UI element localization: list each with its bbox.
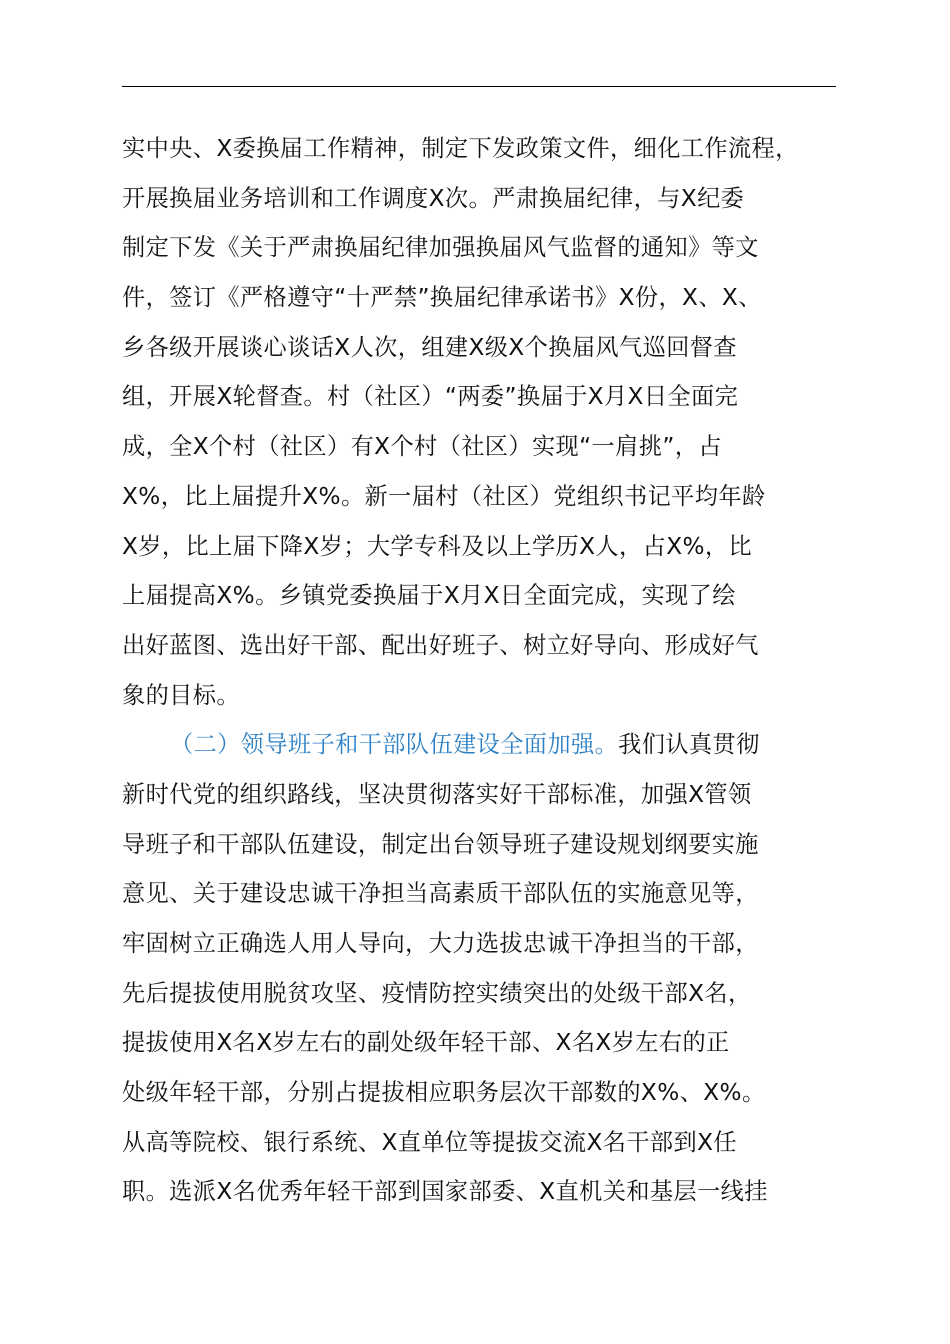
paragraph-line: 成，全X个村（社区）有X个村（社区）实现“一肩挑”，占 [122, 433, 722, 461]
paragraph-line: X岁，比上届下降X岁；大学专科及以上学历X人，占X%，比 [122, 532, 753, 560]
paragraph-line: 制定下发《关于严肃换届纪律加强换届风气监督的通知》等文 [122, 234, 759, 262]
paragraph-line: X%，比上届提升X%。新一届村（社区）党组织书记平均年龄 [122, 482, 766, 510]
section-heading-line [122, 720, 882, 770]
paragraph-line: 处级年轻干部，分别占提拔相应职务层次干部数的X%、X%。 [122, 1079, 766, 1107]
paragraph-line: 提拔使用X名X岁左右的副处级年轻干部、X名X岁左右的正 [122, 1029, 730, 1057]
paragraph-line: 从高等院校、银行系统、X直单位等提拔交流X名干部到X任 [122, 1128, 737, 1156]
paragraph-line: 开展换届业务培训和工作调度X次。严肃换届纪律，与X纪委 [122, 184, 745, 212]
paragraph-line: 意见、关于建设忠诚干净担当高素质干部队伍的实施意见等， [122, 880, 759, 908]
section-first-line-text: 我们认真贯彻 [618, 731, 760, 759]
paragraph-line: 件，签订《严格遵守“十严禁”换届纪律承诺书》X份，X、X、 [122, 284, 762, 312]
header-rule [122, 86, 836, 87]
paragraph-line: 实中央、X委换届工作精神，制定下发政策文件，细化工作流程， [122, 135, 799, 162]
paragraph-line: 象的目标。 [122, 681, 240, 709]
paragraph-line: 出好蓝图、选出好干部、配出好班子、树立好导向、形成好气 [122, 631, 759, 659]
paragraph-line: 新时代党的组织路线，坚决贯彻落实好干部标准，加强X管领 [122, 780, 752, 808]
body-text [122, 124, 882, 1217]
paragraph-line: 先后提拔使用脱贫攻坚、疫情防控实绩突出的处级干部X名， [122, 979, 752, 1007]
paragraph-line: 乡各级开展谈心谈话X人次，组建X级X个换届风气巡回督查 [122, 333, 737, 361]
paragraph-line: 牢固树立正确选人用人导向，大力选拔忠诚干净担当的干部， [122, 930, 759, 957]
paragraph-line: 职。选派X名优秀年轻干部到国家部委、X直机关和基层一线挂 [122, 1178, 768, 1206]
paragraph-line: 上届提高X%。乡镇党委换届于X月X日全面完成，实现了绘 [122, 582, 736, 610]
section-heading: （二）领导班子和干部队伍建设全面加强。 [170, 731, 619, 759]
paragraph-line: 组，开展X轮督查。村（社区）“两委”换届于X月X日全面完 [122, 383, 739, 411]
paragraph-line: 导班子和干部队伍建设，制定出台领导班子建设规划纲要实施 [122, 830, 759, 858]
